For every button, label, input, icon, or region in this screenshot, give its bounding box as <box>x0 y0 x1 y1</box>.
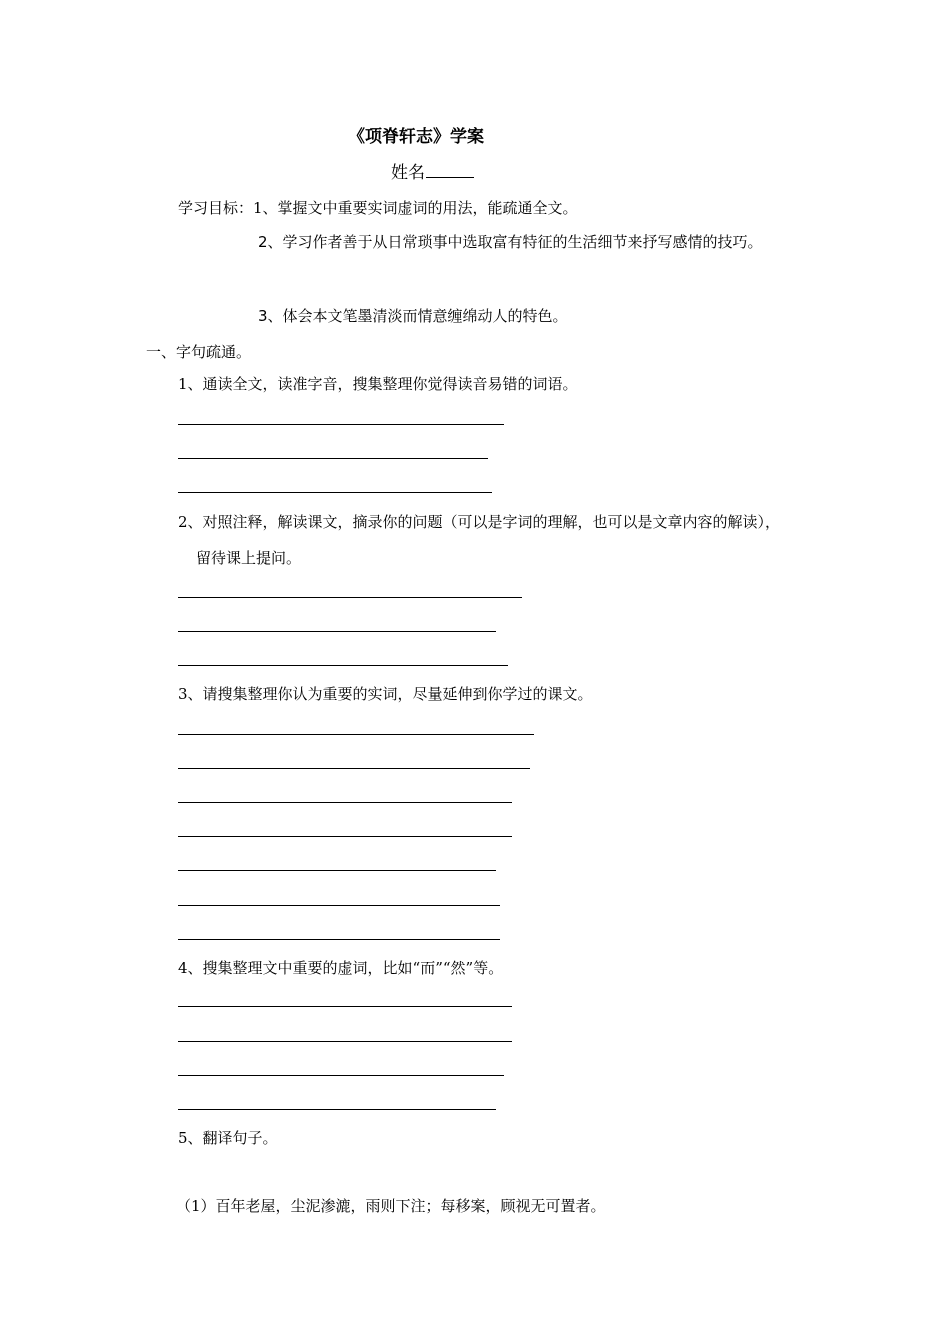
objective-2-text: 、学习作者善于从日常琐事中选取富有特征的生活细节来抒写感情的技巧。 <box>267 233 763 251</box>
section-1-heading: 一、字句疏通。 <box>146 343 252 361</box>
answer-line[interactable] <box>178 870 496 871</box>
objective-3 <box>258 306 568 326</box>
answer-line[interactable] <box>178 939 500 940</box>
objective-1 <box>178 198 578 218</box>
answer-line[interactable] <box>178 802 512 803</box>
answer-line[interactable] <box>178 458 488 459</box>
page-title: 《项脊轩志》学案 <box>348 127 484 147</box>
question-2-line-2: 留待课上提问。 <box>196 549 302 567</box>
name-field <box>391 161 474 184</box>
objective-1-text: 1、掌握文中重要实词虚词的用法，能疏通全文。 <box>253 199 578 217</box>
question-3: 3、请搜集整理你认为重要的实词，尽量延伸到你学过的课文。 <box>178 685 593 703</box>
answer-line[interactable] <box>178 734 534 735</box>
objective-3-number: 3 <box>258 307 268 325</box>
answer-line[interactable] <box>178 1075 504 1076</box>
name-blank-line[interactable] <box>426 161 474 178</box>
answer-line[interactable] <box>178 905 500 906</box>
answer-line[interactable] <box>178 597 522 598</box>
answer-line[interactable] <box>178 836 512 837</box>
answer-line[interactable] <box>178 768 530 769</box>
question-5-sentence-1: （1）百年老屋，尘泥渗漉，雨则下注；每移案，顾视无可置者。 <box>176 1197 606 1215</box>
answer-line[interactable] <box>178 1109 496 1110</box>
question-5: 5、翻译句子。 <box>178 1129 278 1147</box>
objective-2 <box>258 232 763 252</box>
answer-line[interactable] <box>178 424 504 425</box>
objective-2-number: 2 <box>258 233 268 251</box>
question-2-line-1: 2、对照注释，解读课文，摘录你的问题（可以是字词的理解，也可以是文章内容的解读）， <box>178 513 781 531</box>
name-label: 姓名 <box>391 163 425 183</box>
question-4: 4、搜集整理文中重要的虚词，比如“而”“然”等。 <box>178 959 504 977</box>
answer-line[interactable] <box>178 665 508 666</box>
answer-line[interactable] <box>178 1041 512 1042</box>
objective-3-text: 、体会本文笔墨清淡而情意缠绵动人的特色。 <box>267 307 568 325</box>
answer-line[interactable] <box>178 1006 512 1007</box>
answer-line[interactable] <box>178 631 496 632</box>
answer-line[interactable] <box>178 492 492 493</box>
question-1: 1、通读全文，读准字音，搜集整理你觉得读音易错的词语。 <box>178 375 578 393</box>
objectives-label: 学习目标： <box>178 199 254 217</box>
